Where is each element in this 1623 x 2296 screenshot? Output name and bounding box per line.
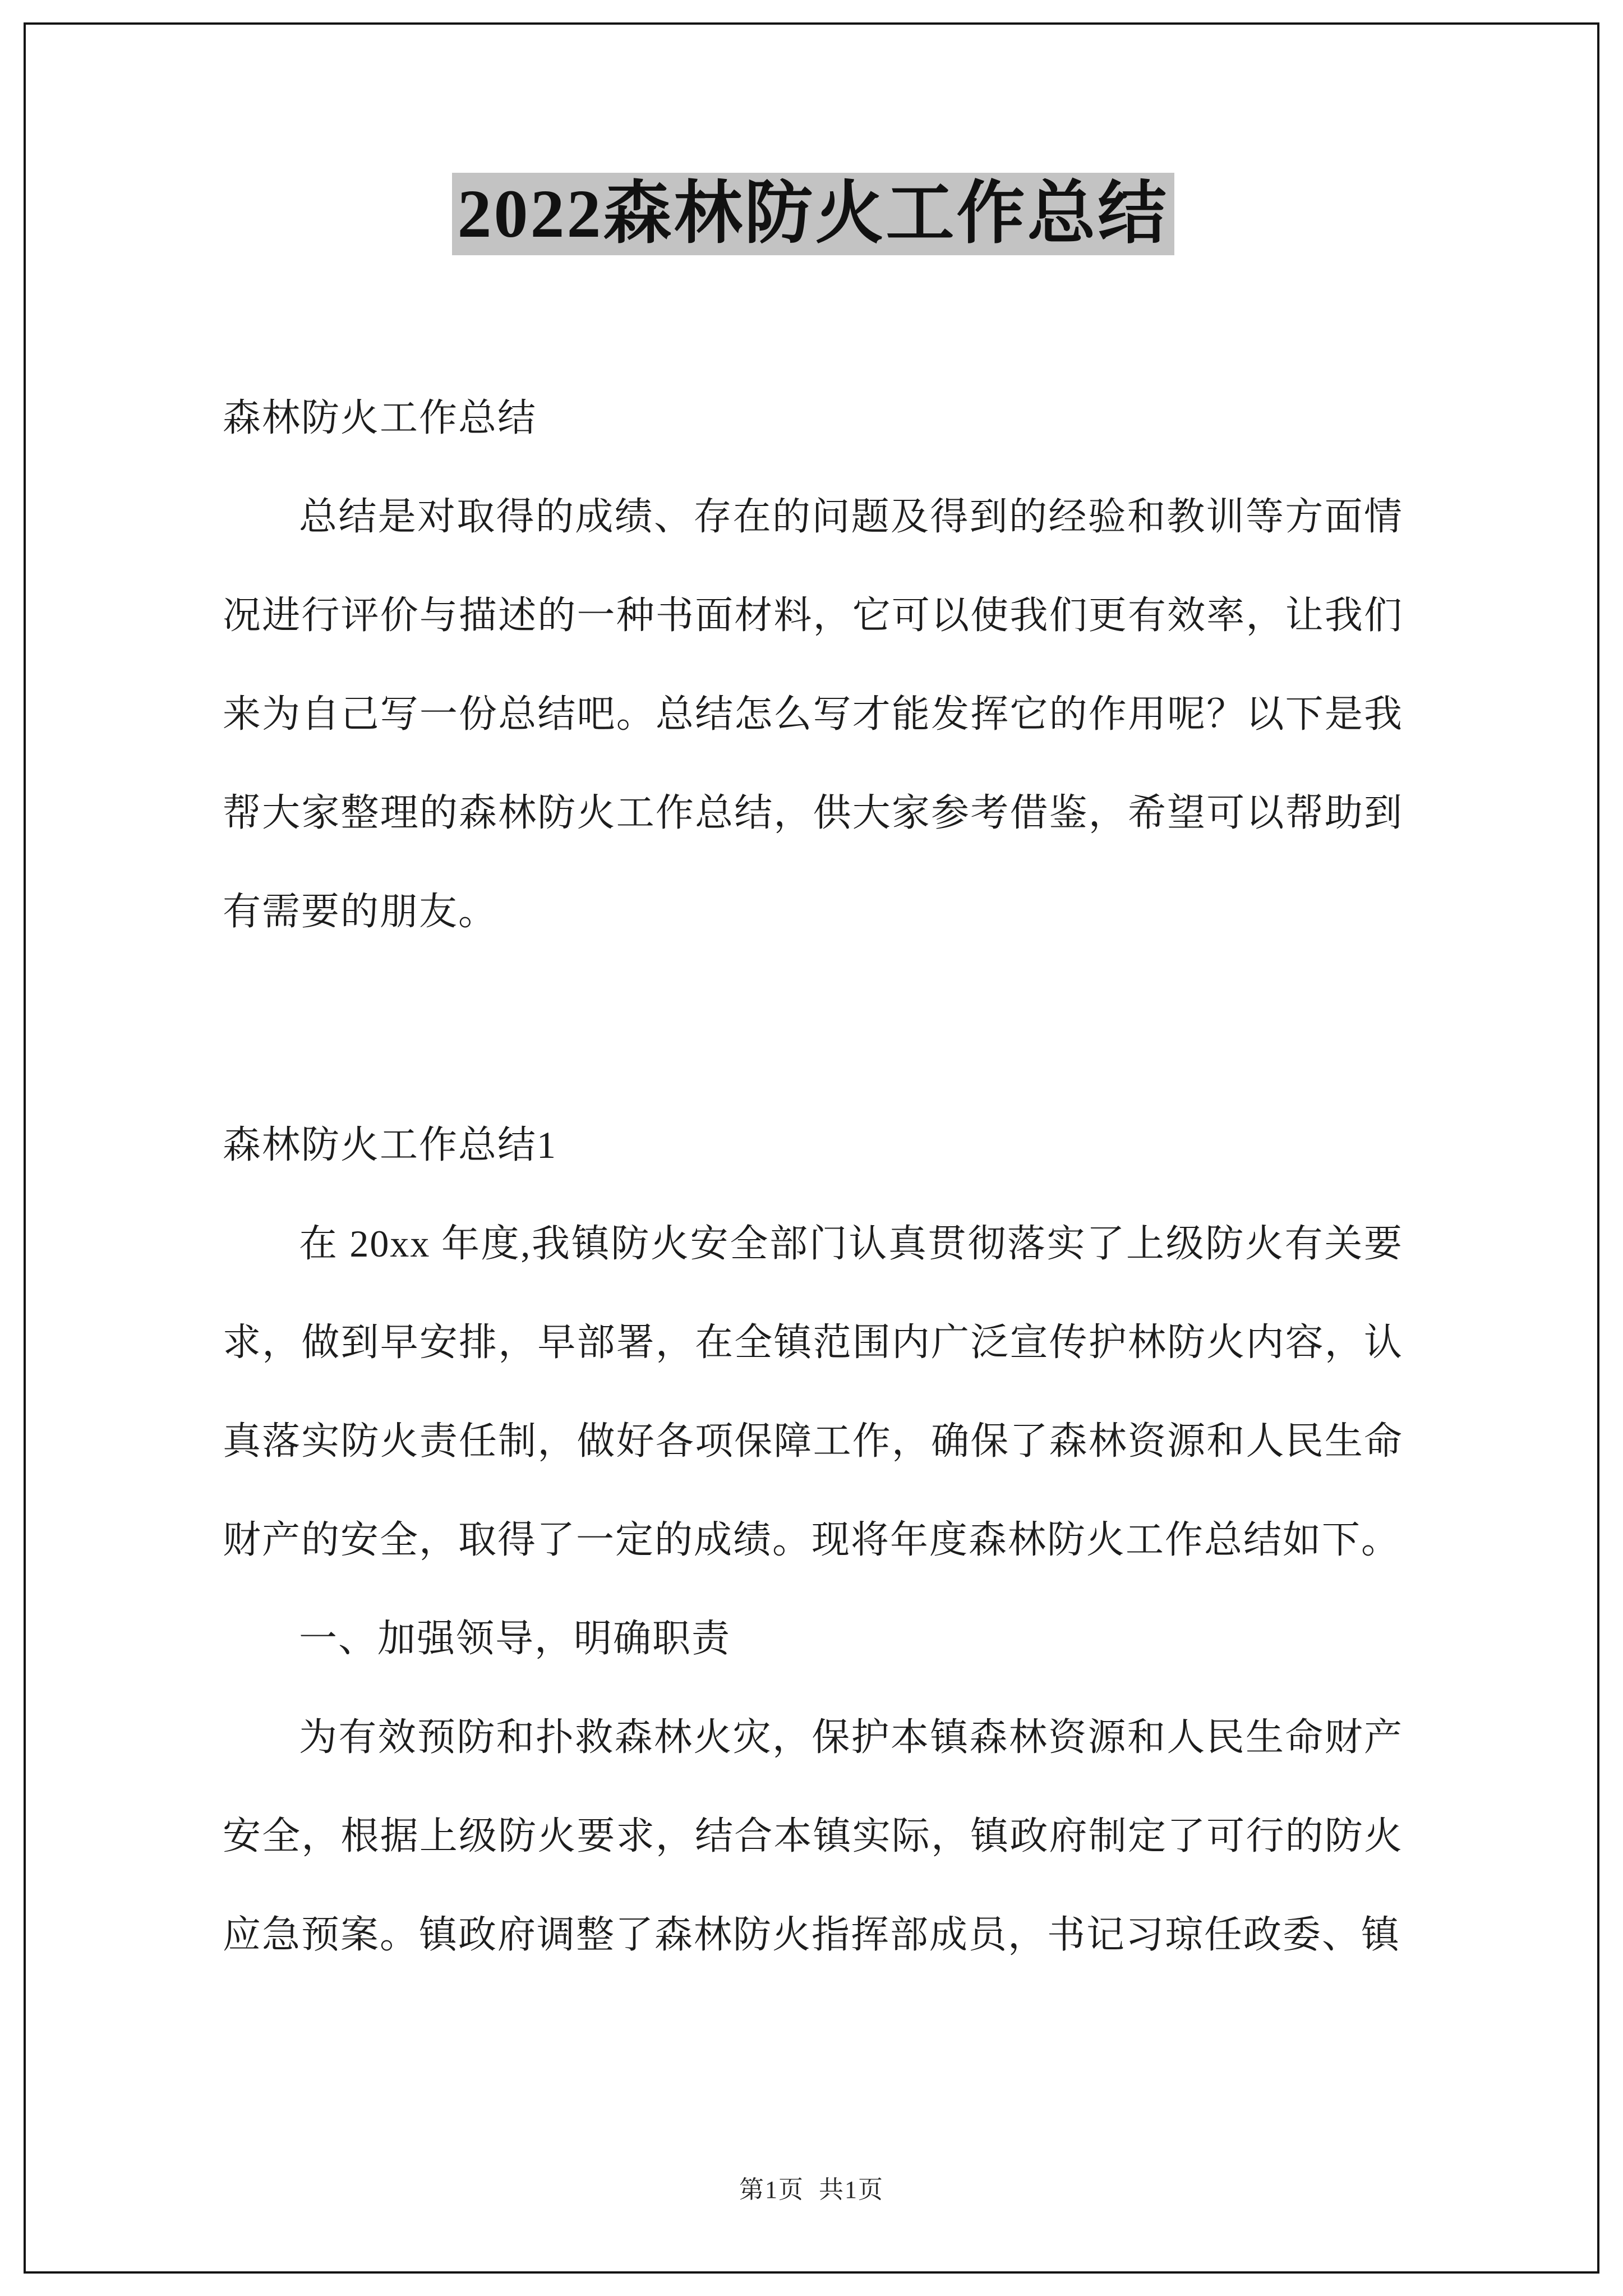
page-number-footer: 第1页 共1页	[739, 2176, 884, 2203]
paragraph: 一、加强领导，明确职责	[299, 1617, 731, 1660]
document-title	[223, 170, 1403, 259]
document-body	[223, 369, 1403, 1984]
paragraph: 在 20xx 年度,我镇防火安全部门认真贯彻落实了上级防火有关要求，做到早安排，早部署，在全镇范围内广泛宣传护林防火内容，认真落实防火责任制，做好各项保障工作，确保了森林资源和人民生命财产的安全，取得了一定的成绩。现将年度森林防火工作总结如下。	[223, 1222, 1403, 1561]
paragraph: 总结是对取得的成绩、存在的问题及得到的经验和教训等方面情况进行评价与描述的一种书面材料，它可以使我们更有效率，让我们来为自己写一份总结吧。总结怎么写才能发挥它的作用呢？以下是我帮大家整理的森林防火工作总结，供大家参考借鉴，希望可以帮助到有需要的朋友。	[223, 495, 1403, 933]
paragraph: 森林防火工作总结	[223, 396, 537, 439]
page-border	[24, 22, 1599, 2274]
paragraph: 森林防火工作总结1	[223, 1123, 557, 1166]
page-content	[52, 49, 1571, 2247]
title-highlight: 2022森林防火工作总结	[452, 173, 1174, 255]
paragraph: 为有效预防和扑救森林火灾，保护本镇森林资源和人民生命财产安全，根据上级防火要求，结合本镇实际，镇政府制定了可行的防火应急预案。镇政府调整了森林防火指挥部成员，书记习琼任政委、镇	[223, 1715, 1403, 1956]
